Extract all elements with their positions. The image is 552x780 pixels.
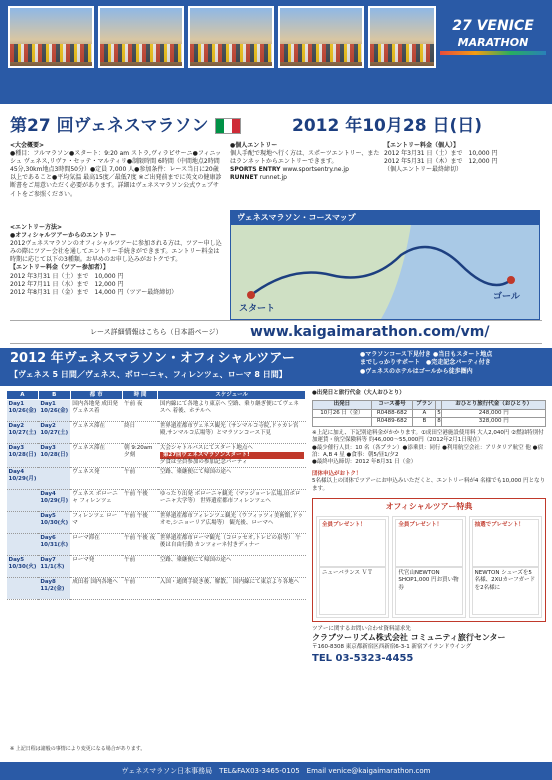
tour-gifts: オフィシャルツアー特典 全員プレゼント！ ニューバランス ＶＴ 全員プレゼント！ 代官山NEWTON SHOP1,000 円お買い物券 抽選でプレゼント！ NEWTON シューズを5名様、2XUカーフガードを2名様に	[312, 498, 546, 622]
company-contact: ツアーに関するお問い合わせ資料請求先 クラブツーリズム株式会社 コミュニティ旅行センター 〒160-8308 東京都新宿区西新宿6-3-1 新宿アイランドウイング TEL 03-5323-4455	[312, 626, 546, 665]
photo-5	[368, 6, 436, 68]
table-row: Day2 10/27(土) Day2 10/27(土) ヴェネス滞在 終日 世界遺産都市ヴェネス観光（サンマルコ寺院,ドゥカレ宮殿,サンマルコ広場等）とマラソンコース下見	[7, 422, 306, 444]
gift-3: 抽選でプレゼント！ NEWTON シューズを5名様、2XUカーフガードを2名様に	[469, 516, 542, 618]
runnet-link[interactable]: runnet.jp	[259, 174, 287, 182]
price-panel: ●出発日と旅行代金（大人おひとり） 出発日 コース番号 プラン おひとり旅行代金（おひとり） 10月26 日（金） R0488-682 A 5 248,000 円 R0489-682 B 8 328,000 円 ※上記に加え、下記別途料金がかかります。①成田空港施設使用料 大人2,040円 ②燃油特別付加運賃・航空保険料等 約46,000〜55,000円（2012年2月1日現在） ●最少催行人員：10 名（各プラン）●添乗員：同行 ●利用航空会社：アリタリア航空 他 ●宿泊：A,B 4 星 ●食事：朝5/昼1/夕2 ●最終申込締切：2012 年8月31 日（金） 団体申込がおトク！ 5名様以上の団体でツアーにお申込みいただくと、エントリー料が4 名様でも10,000 円となります。 オフィシャルツアー特典 全員プレゼント！ ニューバランス ＶＴ 全員プレゼント！ 代官山NEWTON SHOP1,000 円お買い物券 抽選でプレゼント！ NEWTON シューズを5名様、2XUカーフガードを2名様に ツアーに関するお問い合わせ資料請求先 クラブツーリズム株式会社 コミュニティ旅行センター 〒160-8308 東京都新宿区西新宿6-3-1 新宿アイランドウイング TEL 03-5323-4455	[312, 390, 546, 664]
race-overview: <大会概要> ●種目：フルマラソン●スタート：9:20 am ストラ,ヴィラピサーニ●フィニッシュ ヴェネス,リヴァ・セッテ・マルティリ●制限時間 6時間（中間地点2時間45分,30km地点3時間50分）●定員 7,000 人●参加条件：レース当日に20歳以上であること●平均気温 最高15度／最低7度 ※ご出発前までに英文の健康診断書をご用意いただく必要があります。詳細はヴェネスマラソン公式ウェブサイトをご参照ください。	[10, 142, 222, 198]
gift-1: 全員プレゼント！ ニューバランス ＶＴ	[316, 516, 389, 618]
itinerary-table: A B 都 市 時 間 スケジュール Day1 10/26(金) Day1 10/26(金) 国内各地発 成田発 ヴェネス着 午前 夜 国内線にて各地より東京へ 空路、乗り継ぎ便にてヴェネスへ 着後、ホテルへ Day2 10/27(土) Day2 10/27(土) ヴェネス滞在 終日 世界遺産都市ヴェネス観光（サンマルコ寺院,ドゥカレ宮殿,サンマルコ広場等）とマラソンコース下見 Day3 10/28(日) Day3 10/28(日) ヴェネス滞在 朝 9:20am 夕刻 大会シャトルバスにてスタート地点へ 第27回ヴェネスマラソンスタート! 夕食は全員参加の参加記念パーティ Day4 10/29(月) ヴェネス発 午前 空路、乗継便にて帰国の途へ Day4 10/29(月) ヴェネス ボローニャ フィレンツェ 午前 午後 ゆったり出発 ボローニャ観光（マッジョーレ広場,旧ボローニャ大学等） 世界遺産都市フィレンツェへ Day5 10/30(火) フィレンツェ ローマ 午前 午後 世界遺産都市フィレンツェ観光（ウフィッツィ美術館,ドゥオモ,シニョーリア広場等） 観光後、ローマへ Day6 10/31(水) ローマ滞在 午前 午後 夜 世界遺産都市ローマ観光（コロッセオ,トレビの泉等） 午後は自由行動 カンツォーネ付きディナー Day5 10/30(火) Day7 11/1(木) ローマ発 午前 空路、乗継便にて帰国の途へ Day8 11/2(金) 成田着 国内各地へ 午前 入国・通関手続き後、解散。 国内線にて東京より各地へ	[6, 390, 306, 600]
goal-label: ゴール	[493, 292, 520, 302]
tour-entry: <エントリー方法> ●オフィシャルツアーからのエントリー 2012ヴェネスマラソンのオフィシャルツアーに参加される方は、ツアー申し込みの際にツアー会社を通してエントリー手続きができます。エントリー料金は時期に応じて以下の3種類。お早めのお申し込みがおトクです。 【エントリー料金（ツアー参加者）】 2012 年3月31 日（土）まで 10,000 円 2012 年7月11 日（水）まで 12,000 円 2012 年8月31 日（金）まで 14,000 円（ツアー最終締切）	[10, 224, 222, 296]
footnote: ※ 上記日程は諸般の事情により変更になる場合があります。	[10, 746, 146, 752]
tour-banner: 2012 年ヴェネスマラソン・オフィシャルツアー 【ヴェネス 5 日間／ヴェネス、ボローニャ、フィレンツェ、ローマ 8 日間】 ●マラソンコース下見付き ●当日もスタート地点 までしっかりサポート ●完走記念パーティ付き ●ヴェネスのホテルはゴールから徒歩圏内	[0, 348, 552, 386]
price-table: 出発日 コース番号 プラン おひとり旅行代金（おひとり） 10月26 日（金） R0488-682 A 5 248,000 円 R0489-682 B 8 328,000 円	[312, 400, 546, 426]
venice-marathon-logo: 27 VENICE MARATHON	[440, 18, 546, 55]
individual-fee: 【エントリー料金（個人）】 2012 年3月31 日（土）まで 10,000 円 2012 年5月31 日（木）まで 12,000 円 （個人エントリー最終締切）	[384, 142, 498, 174]
italy-flag-icon	[215, 118, 241, 134]
race-date: 2012 年10月28 日(日)	[292, 116, 483, 136]
start-label: スタート	[239, 304, 276, 314]
table-row: R0489-682 B 8 328,000 円	[313, 418, 546, 426]
photo-4	[278, 6, 364, 68]
website-link[interactable]: www.kaigaimarathon.com/vm/	[250, 324, 490, 340]
table-row: Day4 10/29(月) ヴェネス ボローニャ フィレンツェ 午前 午後 ゆったり出発 ボローニャ観光（マッジョーレ広場,旧ボローニャ大学等） 世界遺産都市フィレンツェへ	[7, 489, 306, 511]
course-map-graphic	[231, 225, 539, 319]
page-title: 第27 回ヴェネスマラソン	[10, 116, 247, 137]
header-banner	[0, 0, 552, 104]
table-row: Day4 10/29(月) ヴェネス発 午前 空路、乗継便にて帰国の途へ	[7, 467, 306, 489]
table-row: Day1 10/26(金) Day1 10/26(金) 国内各地発 成田発 ヴェネス着 午前 夜 国内線にて各地より東京へ 空路、乗り継ぎ便にてヴェネスへ 着後、ホテルへ	[7, 400, 306, 422]
table-row: 10月26 日（金） R0488-682 A 5 248,000 円	[313, 409, 546, 417]
photo-1	[8, 6, 94, 68]
table-row: Day3 10/28(日) Day3 10/28(日) ヴェネス滞在 朝 9:20am 夕刻 大会シャトルバスにてスタート地点へ 第27回ヴェネスマラソンスタート! 夕食は全員参加の参加記念パーティ	[7, 444, 306, 468]
individual-entry: ●個人エントリー 個人手配で現地へ行く方は、スポーツエントリー、またはランネットからエントリーできます。 SPORTS ENTRY www.sportsentry.ne.jp RUNNET runnet.jp	[230, 142, 380, 182]
table-row: Day5 10/30(火) Day7 11/1(木) ローマ発 午前 空路、乗継便にて帰国の途へ	[7, 555, 306, 577]
table-row: Day5 10/30(火) フィレンツェ ローマ 午前 午後 世界遺産都市フィレンツェ観光（ウフィッツィ美術館,ドゥオモ,シニョーリア広場等） 観光後、ローマへ	[7, 511, 306, 533]
table-row: Day6 10/31(水) ローマ滞在 午前 午後 夜 世界遺産都市ローマ観光（コロッセオ,トレビの泉等） 午後は自由行動 カンツォーネ付きディナー	[7, 533, 306, 555]
group-discount: 団体申込がおトク！ 5名様以上の団体でツアーにお申込みいただくと、エントリー料が4 名様でも10,000 円となります。	[312, 470, 546, 492]
photo-3	[188, 6, 274, 68]
photo-2	[98, 6, 184, 68]
course-map: ヴェネスマラソン・コースマップ スタート ゴール	[230, 210, 540, 320]
gift-2: 全員プレゼント！ 代官山NEWTON SHOP1,000 円お買い物券	[392, 516, 465, 618]
footer-bar: ヴェネスマラソン日本事務局 TEL&FAX03-3465-0105 Email venice@kaigaimarathon.com	[0, 762, 552, 780]
phone-number[interactable]: TEL 03-5323-4455	[312, 652, 414, 664]
table-row: Day8 11/2(金) 成田着 国内各地へ 午前 入国・通関手続き後、解散。 国内線にて東京より各地へ	[7, 577, 306, 599]
sportsentry-link[interactable]: www.sportsentry.ne.jp	[282, 166, 349, 174]
details-link-row: レース詳細情報はこちら（日本語ページ） www.kaigaimarathon.com/vm/	[10, 320, 542, 344]
